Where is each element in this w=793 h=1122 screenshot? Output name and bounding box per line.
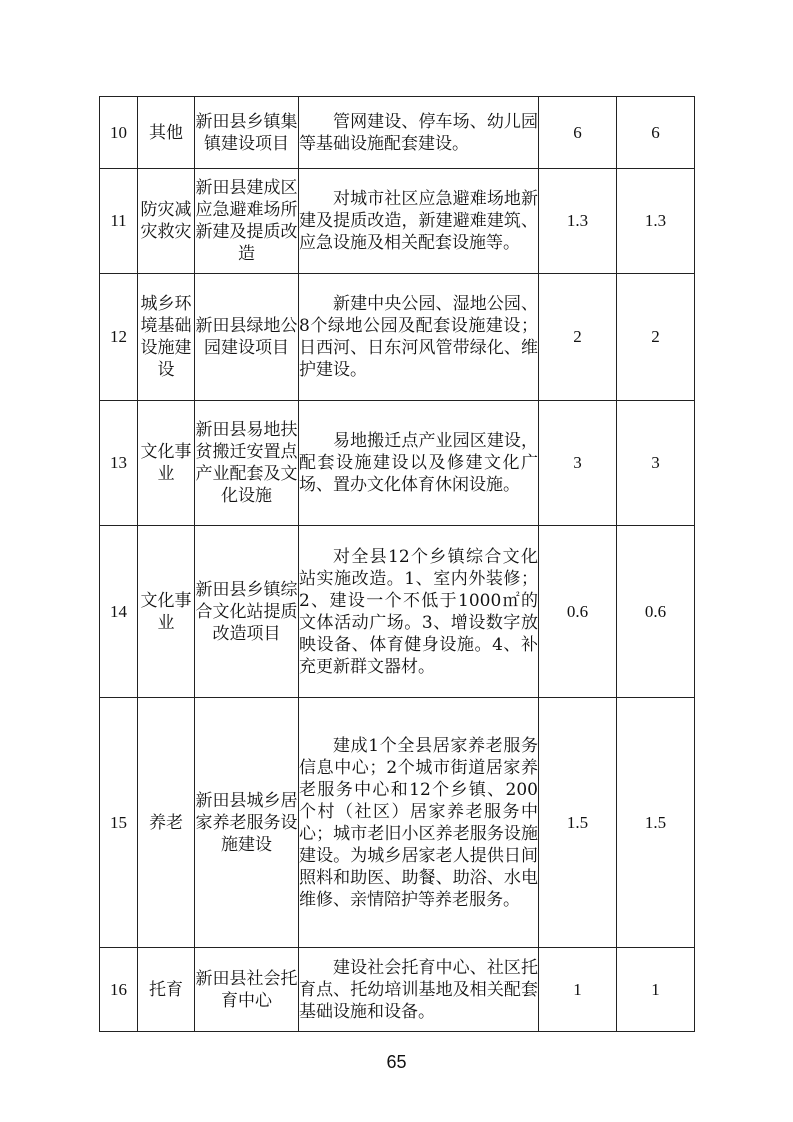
row-project-name: 新田县社会托育中心	[195, 948, 299, 1032]
row-content	[299, 948, 539, 1032]
table-row	[100, 948, 695, 1032]
row-content-text: 易地搬迁点产业园区建设，配套设施建设以及修建文化广场、置办文化体育休闲设施。	[299, 431, 538, 495]
row-content	[299, 526, 539, 698]
row-value-1: 0.6	[539, 526, 617, 698]
row-number: 10	[100, 97, 138, 169]
page-number: 65	[386, 1052, 407, 1072]
row-number: 12	[100, 274, 138, 401]
row-value-1: 1	[539, 948, 617, 1032]
row-value-2: 0.6	[617, 526, 695, 698]
row-category: 城乡环境基础设施建设	[138, 274, 195, 401]
table-row	[100, 97, 695, 169]
row-project-name: 新田县建成区应急避难场所新建及提质改造	[195, 169, 299, 274]
row-project-name: 新田县绿地公园建设项目	[195, 274, 299, 401]
row-value-2: 1	[617, 948, 695, 1032]
row-value-1: 3	[539, 401, 617, 526]
row-category: 防灾减灾救灾	[138, 169, 195, 274]
project-table	[99, 96, 695, 1032]
row-content	[299, 97, 539, 169]
row-project-name: 新田县乡镇集镇建设项目	[195, 97, 299, 169]
table-row	[100, 169, 695, 274]
table-row	[100, 274, 695, 401]
row-content	[299, 274, 539, 401]
row-value-2: 2	[617, 274, 695, 401]
row-content-text: 建成1个全县居家养老服务信息中心；2个城市街道居家养老服务中心和12个乡镇、200个村（社区）居家养老服务中心；城市老旧小区养老服务设施建设。为城乡居家老人提供日间照料和助医、助餐、助浴、水电维修、亲情陪护等养老服务。	[299, 735, 538, 910]
row-number: 11	[100, 169, 138, 274]
row-content	[299, 169, 539, 274]
row-category: 其他	[138, 97, 195, 169]
row-value-1: 1.5	[539, 698, 617, 948]
row-content-text: 建设社会托育中心、社区托育点、托幼培训基地及相关配套基础设施和设备。	[299, 957, 538, 1022]
row-number: 15	[100, 698, 138, 948]
row-value-2: 6	[617, 97, 695, 169]
table-row	[100, 698, 695, 948]
row-content-text: 新建中央公园、湿地公园、8个绿地公园及配套设施建设；日西河、日东河风管带绿化、维护建设。	[299, 294, 538, 380]
row-category: 文化事业	[138, 526, 195, 698]
row-value-2: 3	[617, 401, 695, 526]
row-category: 文化事业	[138, 401, 195, 526]
row-content-text: 对城市社区应急避难场地新建及提质改造，新建避难建筑、应急设施及相关配套设施等。	[299, 189, 538, 253]
row-value-1: 1.3	[539, 169, 617, 274]
table-row	[100, 401, 695, 526]
row-project-name: 新田县城乡居家养老服务设施建设	[195, 698, 299, 948]
row-number: 13	[100, 401, 138, 526]
row-value-1: 2	[539, 274, 617, 401]
row-content	[299, 698, 539, 948]
row-content-text: 管网建设、停车场、幼儿园等基础设施配套建设。	[299, 111, 538, 154]
row-value-2: 1.5	[617, 698, 695, 948]
row-project-name: 新田县乡镇综合文化站提质改造项目	[195, 526, 299, 698]
row-value-1: 6	[539, 97, 617, 169]
row-project-name: 新田县易地扶贫搬迁安置点产业配套及文化设施	[195, 401, 299, 526]
row-value-2: 1.3	[617, 169, 695, 274]
table-row	[100, 526, 695, 698]
row-content-text: 对全县12个乡镇综合文化站实施改造。1、室内外装修；2、建设一个不低于1000㎡的文体活动广场。3、增设数字放映设备、体育健身设施。4、补充更新群文器材。	[299, 546, 538, 677]
row-number: 14	[100, 526, 138, 698]
row-number: 16	[100, 948, 138, 1032]
row-content	[299, 401, 539, 526]
row-category: 托育	[138, 948, 195, 1032]
row-category: 养老	[138, 698, 195, 948]
